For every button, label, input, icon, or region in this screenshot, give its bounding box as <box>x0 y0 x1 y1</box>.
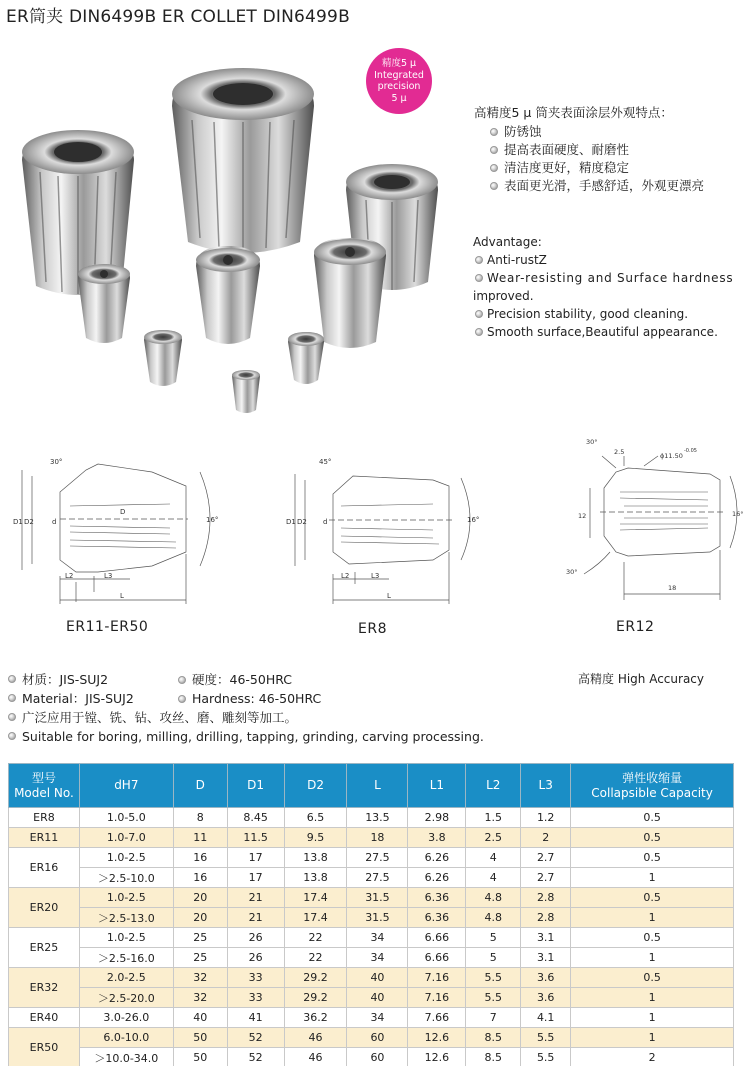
cell-dh7: ＞2.5-20.0 <box>79 988 173 1008</box>
cell-d: 11 <box>173 828 227 848</box>
cell-l: 60 <box>347 1048 408 1066</box>
dim-label: D2 <box>24 518 34 526</box>
cell-l: 18 <box>347 828 408 848</box>
header-l: L <box>347 764 408 808</box>
cell-l: 27.5 <box>347 868 408 888</box>
cell-capacity: 0.5 <box>571 888 734 908</box>
cell-l1: 6.36 <box>408 888 466 908</box>
cell-d2: 13.8 <box>284 868 347 888</box>
cell-d1: 17 <box>227 868 284 888</box>
bullet-icon <box>475 274 483 282</box>
drawing-label-er11-er50: ER11-ER50 <box>66 619 149 635</box>
angle-label: 45° <box>319 458 332 466</box>
cell-l2: 4 <box>466 848 521 868</box>
spec-row <box>8 727 484 746</box>
header-text: Model No. <box>14 785 74 800</box>
bullet-icon <box>8 675 16 683</box>
angle-label: 16° <box>732 510 744 518</box>
spec-hardness <box>178 670 292 689</box>
cell-d1: 52 <box>227 1028 284 1048</box>
feature-item <box>473 323 745 341</box>
collet-biggest <box>172 68 314 253</box>
cell-d1: 33 <box>227 968 284 988</box>
header-d1: D1 <box>227 764 284 808</box>
spec-row <box>8 670 484 689</box>
dim-label: L3 <box>371 572 380 580</box>
cell-l: 34 <box>347 928 408 948</box>
bullet-icon <box>8 713 16 721</box>
feature-text: Smooth surface,Beautiful appearance. <box>487 325 718 339</box>
cell-d1: 11.5 <box>227 828 284 848</box>
cell-l3: 5.5 <box>521 1028 571 1048</box>
cell-dh7: 1.0-7.0 <box>79 828 173 848</box>
dim-label: L3 <box>104 572 113 580</box>
cell-d2: 36.2 <box>284 1008 347 1028</box>
table-row <box>9 888 734 908</box>
dim-label: D2 <box>297 518 307 526</box>
cell-l: 31.5 <box>347 888 408 908</box>
dim-label: -0.05 <box>684 448 697 454</box>
cell-capacity: 1 <box>571 908 734 928</box>
bullet-icon <box>490 182 498 190</box>
header-d: D <box>173 764 227 808</box>
cell-d1: 26 <box>227 928 284 948</box>
cell-d1: 52 <box>227 1048 284 1066</box>
bullet-icon <box>475 328 483 336</box>
dim-label: D <box>120 508 126 516</box>
cell-d2: 29.2 <box>284 988 347 1008</box>
cell-l2: 4.8 <box>466 888 521 908</box>
dim-label: L <box>120 592 124 600</box>
header-dh7: dH7 <box>79 764 173 808</box>
feature-text: Wear-resisting and Surface hardness <box>487 271 734 285</box>
drawing-label-er8: ER8 <box>358 621 387 637</box>
angle-label: 16° <box>467 516 480 524</box>
cell-d: 32 <box>173 988 227 1008</box>
advantage-heading: Advantage: <box>473 235 542 249</box>
cell-dh7: ＞2.5-10.0 <box>79 868 173 888</box>
cell-l: 27.5 <box>347 848 408 868</box>
collet-mid-center <box>196 246 260 344</box>
cell-l1: 6.26 <box>408 868 466 888</box>
feature-item <box>473 305 745 323</box>
features-lead: 高精度5 μ 筒夹表面涂层外观特点： <box>474 105 673 120</box>
collet-mid-right <box>314 238 386 348</box>
specs-block <box>8 670 484 746</box>
cell-l3: 2.8 <box>521 888 571 908</box>
feature-text: 清洁度更好，精度稳定 <box>504 160 630 175</box>
drawing-er11-er50 <box>10 442 225 612</box>
cell-l1: 12.6 <box>408 1048 466 1066</box>
cell-d: 25 <box>173 948 227 968</box>
drawing-er12 <box>560 432 745 610</box>
table-row <box>9 868 734 888</box>
cell-d: 16 <box>173 848 227 868</box>
badge-line: 精度5 μ <box>381 58 417 69</box>
cell-l1: 7.66 <box>408 1008 466 1028</box>
feature-text: Anti-rustZ <box>487 253 547 267</box>
cell-l2: 5.5 <box>466 968 521 988</box>
bullet-icon <box>178 695 186 703</box>
cell-l: 34 <box>347 948 408 968</box>
cell-dh7: 1.0-2.5 <box>79 888 173 908</box>
spec-hardness <box>178 689 321 708</box>
cell-d: 20 <box>173 908 227 928</box>
collet-small-right <box>288 332 324 384</box>
cell-capacity: 2 <box>571 1048 734 1066</box>
cell-l2: 1.5 <box>466 808 521 828</box>
table-row <box>9 848 734 868</box>
cell-l: 40 <box>347 988 408 1008</box>
bullet-icon <box>178 676 186 684</box>
bullet-icon <box>490 164 498 172</box>
cell-capacity: 0.5 <box>571 928 734 948</box>
spec-row <box>8 708 484 727</box>
cell-l1: 3.8 <box>408 828 466 848</box>
bullet-icon <box>490 146 498 154</box>
table-row <box>9 988 734 1008</box>
bullet-icon <box>475 256 483 264</box>
table-row <box>9 948 734 968</box>
cell-capacity: 1 <box>571 948 734 968</box>
cell-d2: 29.2 <box>284 968 347 988</box>
spec-text: Hardness: 46-50HRC <box>192 691 322 706</box>
cell-dh7: ＞2.5-13.0 <box>79 908 173 928</box>
header-d2: D2 <box>284 764 347 808</box>
dim-label: d <box>52 518 57 526</box>
cell-d: 8 <box>173 808 227 828</box>
feature-item <box>474 159 704 177</box>
cell-model: ER8 <box>9 808 80 828</box>
cell-model: ER11 <box>9 828 80 848</box>
feature-text: Precision stability, good cleaning. <box>487 307 689 321</box>
bullet-icon <box>8 694 16 702</box>
cell-model: ER20 <box>9 888 80 928</box>
bullet-icon <box>475 310 483 318</box>
cell-d: 16 <box>173 868 227 888</box>
cell-l3: 2 <box>521 828 571 848</box>
cell-capacity: 1 <box>571 1008 734 1028</box>
cell-d2: 17.4 <box>284 888 347 908</box>
feature-item <box>474 141 704 159</box>
table-row <box>9 928 734 948</box>
precision-badge <box>366 48 432 114</box>
cell-dh7: 2.0-2.5 <box>79 968 173 988</box>
cell-d: 25 <box>173 928 227 948</box>
header-text: 型号 <box>31 770 56 785</box>
angle-label: 30° <box>566 568 578 576</box>
dim-label: D1 <box>13 518 23 526</box>
collet-small-center <box>144 330 182 386</box>
angle-label: 30° <box>586 438 598 446</box>
header-text: 弹性收缩量 <box>622 770 683 785</box>
feature-item <box>474 123 704 141</box>
features-english <box>473 233 745 341</box>
drawing-er8 <box>283 442 483 612</box>
badge-line: precision <box>377 81 421 92</box>
bullet-icon <box>8 732 16 740</box>
header-capacity <box>571 764 734 808</box>
dim-label: D1 <box>286 518 296 526</box>
cell-dh7: 6.0-10.0 <box>79 1028 173 1048</box>
table-row <box>9 968 734 988</box>
feature-text: 提高表面硬度、耐磨性 <box>504 142 630 157</box>
cell-d1: 21 <box>227 888 284 908</box>
cell-model: ER16 <box>9 848 80 888</box>
cell-l: 34 <box>347 1008 408 1028</box>
angle-label: 16° <box>206 516 219 524</box>
cell-l: 13.5 <box>347 808 408 828</box>
cell-dh7: 3.0-26.0 <box>79 1008 173 1028</box>
table-row <box>9 1048 734 1066</box>
feature-item <box>473 251 745 269</box>
features-chinese <box>474 104 704 195</box>
spec-text: 硬度：46-50HRC <box>192 672 293 687</box>
cell-d1: 21 <box>227 908 284 928</box>
table-row <box>9 1028 734 1048</box>
header-l1: L1 <box>408 764 466 808</box>
dim-label: L <box>387 592 391 600</box>
dim-label: 12 <box>578 512 587 520</box>
cell-l1: 2.98 <box>408 808 466 828</box>
cell-model: ER50 <box>9 1028 80 1066</box>
cell-l3: 5.5 <box>521 1048 571 1066</box>
cell-l1: 6.26 <box>408 848 466 868</box>
cell-d1: 33 <box>227 988 284 1008</box>
spec-text: Suitable for boring, milling, drilling, tapping, grinding, carving processing. <box>22 729 484 744</box>
dim-label: 2.5 <box>614 448 625 456</box>
cell-l1: 6.66 <box>408 928 466 948</box>
feature-text: 表面更光滑，手感舒适，外观更漂亮 <box>504 178 705 193</box>
cell-l1: 6.66 <box>408 948 466 968</box>
cell-capacity: 1 <box>571 868 734 888</box>
cell-d2: 9.5 <box>284 828 347 848</box>
cell-d2: 6.5 <box>284 808 347 828</box>
badge-line: Integrated <box>374 69 424 81</box>
cell-model: ER32 <box>9 968 80 1008</box>
cell-d2: 46 <box>284 1048 347 1066</box>
cell-dh7: ＞2.5-16.0 <box>79 948 173 968</box>
spec-row <box>8 689 484 708</box>
cell-l3: 1.2 <box>521 808 571 828</box>
cell-d2: 22 <box>284 948 347 968</box>
header-text: Collapsible Capacity <box>591 785 713 800</box>
cell-capacity: 1 <box>571 988 734 1008</box>
bullet-icon <box>490 128 498 136</box>
cell-model: ER25 <box>9 928 80 968</box>
spec-text: 材质：JIS-SUJ2 <box>22 672 109 687</box>
feature-text: improved. <box>473 289 534 303</box>
cell-d: 20 <box>173 888 227 908</box>
header-model <box>9 764 80 808</box>
cell-l: 60 <box>347 1028 408 1048</box>
cell-l3: 3.6 <box>521 968 571 988</box>
cell-l1: 7.16 <box>408 968 466 988</box>
cell-d1: 26 <box>227 948 284 968</box>
page-title: ER筒夹 DIN6499B ER COLLET DIN6499B <box>6 7 350 27</box>
dim-label: d <box>323 518 328 526</box>
cell-capacity: 0.5 <box>571 828 734 848</box>
cell-d: 50 <box>173 1048 227 1066</box>
cell-l: 31.5 <box>347 908 408 928</box>
cell-l3: 2.7 <box>521 848 571 868</box>
feature-item <box>474 177 704 195</box>
feature-item <box>473 269 745 287</box>
cell-dh7: ＞10.0-34.0 <box>79 1048 173 1066</box>
badge-line: 5 μ <box>391 92 407 104</box>
cell-dh7: 1.0-2.5 <box>79 928 173 948</box>
table-row <box>9 828 734 848</box>
cell-d2: 46 <box>284 1028 347 1048</box>
dim-label: L2 <box>65 572 74 580</box>
accuracy-label: 高精度 High Accuracy <box>578 672 704 686</box>
cell-l3: 3.1 <box>521 928 571 948</box>
cell-d2: 17.4 <box>284 908 347 928</box>
cell-l2: 5 <box>466 928 521 948</box>
cell-l3: 3.1 <box>521 948 571 968</box>
cell-l: 40 <box>347 968 408 988</box>
cell-d2: 13.8 <box>284 848 347 868</box>
cell-model: ER40 <box>9 1008 80 1028</box>
cell-l2: 4.8 <box>466 908 521 928</box>
cell-l3: 2.8 <box>521 908 571 928</box>
cell-l1: 6.36 <box>408 908 466 928</box>
collet-tiny <box>232 370 260 413</box>
cell-d: 40 <box>173 1008 227 1028</box>
header-l2: L2 <box>466 764 521 808</box>
cell-l2: 7 <box>466 1008 521 1028</box>
cell-dh7: 1.0-2.5 <box>79 848 173 868</box>
table-row <box>9 808 734 828</box>
cell-l1: 7.16 <box>408 988 466 1008</box>
cell-capacity: 0.5 <box>571 808 734 828</box>
cell-d: 50 <box>173 1028 227 1048</box>
cell-l3: 3.6 <box>521 988 571 1008</box>
cell-dh7: 1.0-5.0 <box>79 808 173 828</box>
spec-text: 广泛应用于镗、铣、钻、攻丝、磨、雕刻等加工。 <box>22 710 298 725</box>
cell-d1: 17 <box>227 848 284 868</box>
dim-label: 18 <box>668 584 677 592</box>
cell-l2: 5.5 <box>466 988 521 1008</box>
cell-capacity: 0.5 <box>571 968 734 988</box>
cell-d1: 8.45 <box>227 808 284 828</box>
collet-small-left <box>78 264 130 343</box>
feature-text: 防锈蚀 <box>504 124 542 139</box>
feature-item-continued <box>473 287 745 305</box>
drawing-label-er12: ER12 <box>616 619 655 635</box>
cell-l2: 2.5 <box>466 828 521 848</box>
table-header-row <box>9 764 734 808</box>
cell-d1: 41 <box>227 1008 284 1028</box>
cell-l1: 12.6 <box>408 1028 466 1048</box>
cell-l2: 5 <box>466 948 521 968</box>
cell-d: 32 <box>173 968 227 988</box>
cell-l3: 2.7 <box>521 868 571 888</box>
cell-l2: 8.5 <box>466 1048 521 1066</box>
dim-label: L2 <box>341 572 350 580</box>
cell-l2: 8.5 <box>466 1028 521 1048</box>
header-l3: L3 <box>521 764 571 808</box>
spec-table <box>8 763 734 1066</box>
cell-l2: 4 <box>466 868 521 888</box>
cell-l3: 4.1 <box>521 1008 571 1028</box>
cell-d2: 22 <box>284 928 347 948</box>
dim-label: ϕ11.50 <box>660 452 683 460</box>
table-row <box>9 908 734 928</box>
angle-label: 30° <box>50 458 63 466</box>
spec-text: Material：JIS-SUJ2 <box>22 691 134 706</box>
cell-capacity: 1 <box>571 1028 734 1048</box>
table-row <box>9 1008 734 1028</box>
cell-capacity: 0.5 <box>571 848 734 868</box>
